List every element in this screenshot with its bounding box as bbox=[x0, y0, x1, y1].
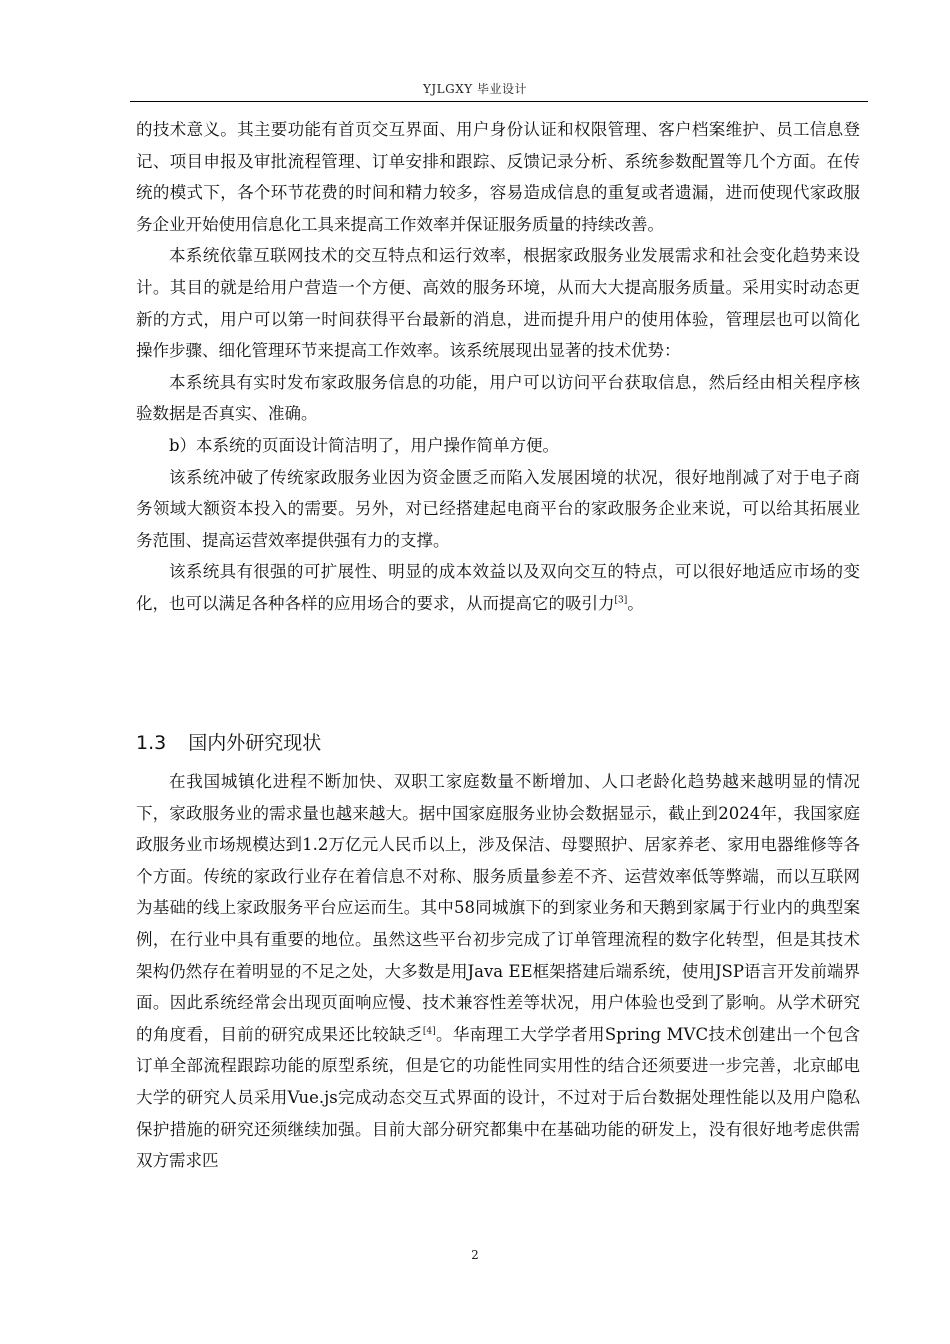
body-text-top bbox=[136, 114, 860, 620]
list-item-b: b）本系统的页面设计简洁明了，用户操作简单方便。 bbox=[169, 435, 560, 455]
page-header: YJLGXY 毕业设计 bbox=[422, 82, 528, 96]
section-number: 1.3 bbox=[136, 732, 167, 754]
paragraph-text: 该系统具有很强的可扩展性、明显的成本效益以及双向交互的特点，可以很好地适应市场的变化，也可以满足各种各样的应用场合的要求，从而提高它的吸引力 bbox=[136, 562, 860, 613]
paragraph bbox=[136, 766, 860, 1177]
paragraph: 本系统依靠互联网技术的交互特点和运行效率，根据家政服务业发展需求和社会变化趋势来设计。其目的就是给用户营造一个方便、高效的服务环境，从而大大提高服务质量。采用实时动态更新的方式，用户可以第一时间获得平台最新的消息，进而提升用户的使用体验，管理层也可以简化操作步骤、细化管理环节来提高工作效率。该系统展现出显著的技术优势： bbox=[136, 246, 860, 361]
body-text-section bbox=[136, 766, 860, 1177]
section-title: 国内外研究现状 bbox=[188, 732, 322, 754]
citation: [3] bbox=[614, 595, 628, 606]
paragraph bbox=[136, 556, 860, 619]
section-heading bbox=[136, 728, 321, 755]
paragraph-text: 在我国城镇化进程不断加快、双职工家庭数量不断增加、人口老龄化趋势越来越明显的情况下，家政服务业的需求量也越来越大。据中国家庭服务业协会数据显示，截止到2024年，我国家庭政服务业市场规模达到1.2万亿元人民币以上，涉及保洁、母婴照护、居家养老、家用电器维修等各个方面。传统的家政行业存在着信息不对称、服务质量参差不齐、运营效率低等弊端，而以互联网为基础的线上家政服务平台应运而生。其中58同城旗下的到家业务和天鹅到家属于行业内的典型案例，在行业中具有重要的地位。虽然这些平台初步完成了订单管理流程的数字化转型，但是其技术架构仍然存在着明显的不足之处，大多数是用Java EE框架搭建后端系统，使用JSP语言开发前端界面。因此系统经常会出现页面响应慢、技术兼容性差等状况，用户体验也受到了影响。从学术研究的角度看，目前的研究成果还比较缺乏 bbox=[136, 772, 860, 1044]
paragraph: 该系统冲破了传统家政服务业因为资金匮乏而陷入发展困境的状况，很好地削减了对于电子商务领域大额资本投入的需要。另外，对已经搭建起电商平台的家政服务企业来说，可以给其拓展业务范围、提高运营效率提供强有力的支撑。 bbox=[136, 467, 860, 550]
paragraph-text-continued: 。华南理工大学学者用Spring MVC技术创建出一个包含订单全部流程跟踪功能的原型系统，但是它的功能性同实用性的结合还须要进一步完善，北京邮电大学的研究人员采用Vue.js完成动态交互式界面的设计，不过对于后台数据处理性能以及用户隐私保护措施的研究还须继续加强。目前大部分研究都集中在基础功能的研发上，没有很好地考虑供需双方需求匹 bbox=[136, 1024, 860, 1171]
page-number: 2 bbox=[471, 1248, 479, 1262]
citation: [4] bbox=[422, 1026, 436, 1037]
paragraph: 本系统具有实时发布家政服务信息的功能，用户可以访问平台获取信息，然后经由相关程序核验数据是否真实、准确。 bbox=[136, 372, 860, 424]
header-divider bbox=[130, 101, 868, 102]
paragraph: 的技术意义。其主要功能有首页交互界面、用户身份认证和权限管理、客户档案维护、员工信息登记、项目申报及审批流程管理、订单安排和跟踪、反馈记录分析、系统参数配置等几个方面。在传统的模式下，各个环节花费的时间和精力较多，容易造成信息的重复或者遗漏，进而使现代家政服务企业开始使用信息化工具来提高工作效率并保证服务质量的持续改善。 bbox=[136, 120, 860, 234]
paragraph-end: 。 bbox=[627, 593, 644, 613]
